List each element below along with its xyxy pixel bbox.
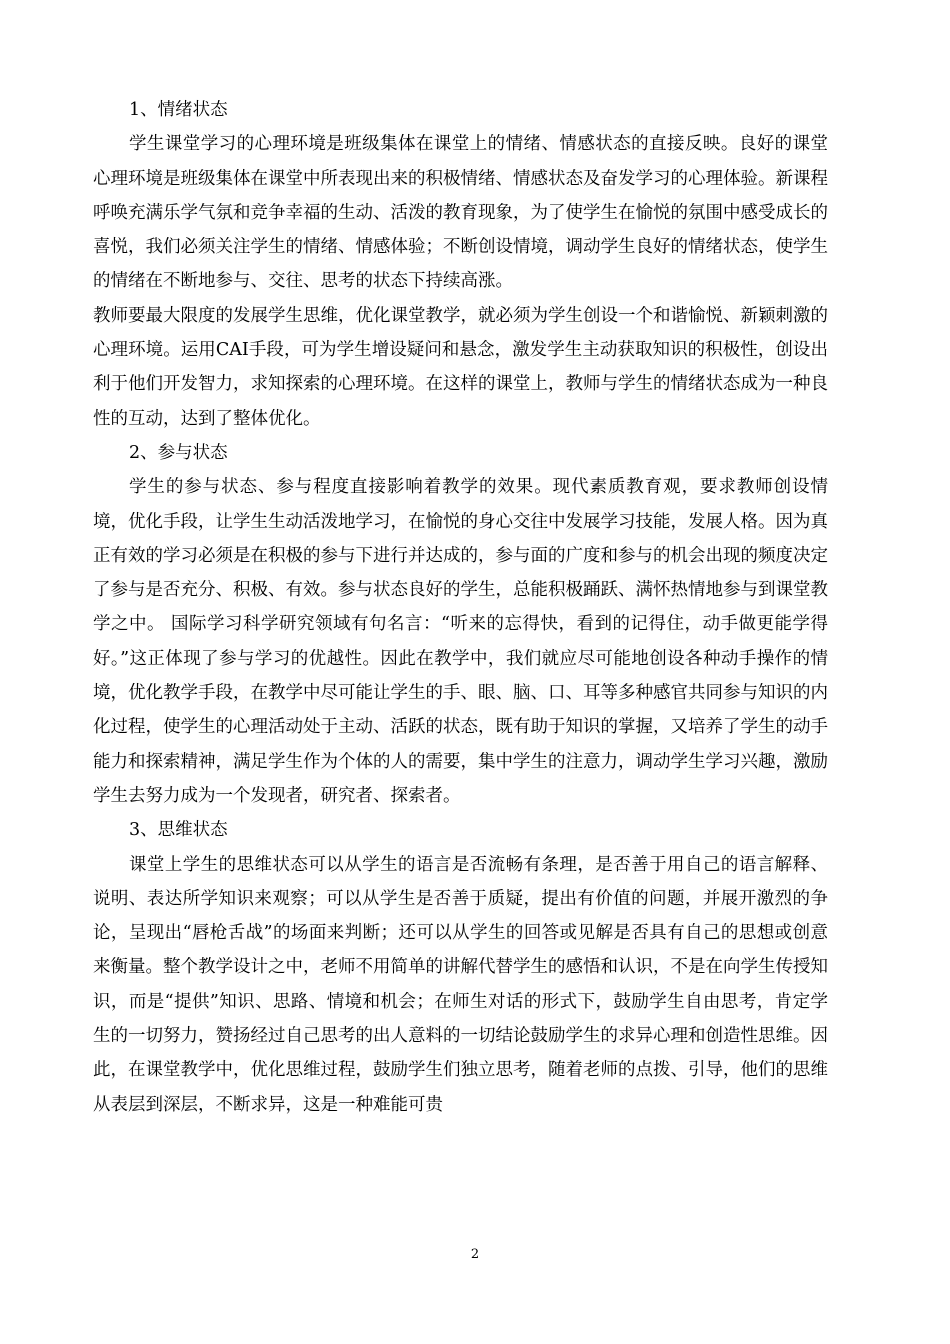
section-heading-emotion: 1、情绪状态 <box>129 100 228 120</box>
paragraph-participation-1: 学生的参与状态、参与程度直接影响着教学的效果。现代素质教育观，要求教师创设情境，优化手段，让学生生动活泼地学习，在愉悦的身心交往中发展学习技能，发展人格。因为真正有效的学习必须是在积极的参与下进行并达成的，参与面的广度和参与的机会出现的频度决定了参与是否充分、积极、有效。参与状态良好的学生，总能积极踊跃、满怀热情地参与到课堂教学之中。 国际学习科学研究领域有句名言：“听来的忘得快，看到的记得住，动手做更能学得好。”这正体现了参与学习的优越性。因此在教学中，我们就应尽可能地创设各种动手操作的情境，优化教学手段，在教学中尽可能让学生的手、眼、脑、口、耳等多种感官共同参与知识的内化过程，使学生的心理活动处于主动、活跃的状态，既有助于知识的掌握，又培养了学生的动手能力和探索精神，满足学生作为个体的人的需要，集中学生的注意力，调动学生学习兴趣，激励学生去努力成为一个发现者，研究者、探索者。 <box>93 477 828 806</box>
document-body <box>93 93 828 1122</box>
paragraph-thinking-1: 课堂上学生的思维状态可以从学生的语言是否流畅有条理，是否善于用自己的语言解释、说明、表达所学知识来观察；可以从学生是否善于质疑，提出有价值的问题，并展开激烈的争论，呈现出“唇枪舌战”的场面来判断；还可以从学生的回答或见解是否具有自己的思想或创意来衡量。整个教学设计之中，老师不用简单的讲解代替学生的感悟和认识，不是在向学生传授知识，而是“提供”知识、思路、情境和机会；在师生对话的形式下，鼓励学生自由思考，肯定学生的一切努力，赞扬经过自己思考的出人意料的一切结论鼓励学生的求异心理和创造性思维。因此，在课堂教学中，优化思维过程，鼓励学生们独立思考，随着老师的点拨、引导，他们的思维从表层到深层，不断求异，这是一种难能可贵 <box>93 854 828 1115</box>
paragraph-emotion-2: 教师要最大限度的发展学生思维，优化课堂教学，就必须为学生创设一个和谐愉悦、新颖刺激的心理环境。运用CAI手段，可为学生增设疑问和悬念，激发学生主动获取知识的积极性，创设出利于他们开发智力，求知探索的心理环境。在这样的课堂上，教师与学生的情绪状态成为一种良性的互动，达到了整体优化。 <box>93 305 828 429</box>
section-heading-participation: 2、参与状态 <box>129 442 228 463</box>
section-heading-thinking: 3、思维状态 <box>129 820 228 841</box>
paragraph-emotion-1: 学生课堂学习的心理环境是班级集体在课堂上的情绪、情感状态的直接反映。良好的课堂心理环境是班级集体在课堂中所表现出来的积极情绪、情感状态及奋发学习的心理体验。新课程呼唤充满乐学气氛和竞争幸福的生动、活泼的教育现象，为了使学生在愉悦的氛围中感受成长的喜悦，我们必须关注学生的情绪、情感体验；不断创设情境，调动学生良好的情绪状态，使学生的情绪在不断地参与、交往、思考的状态下持续高涨。 <box>93 134 828 292</box>
page-number: 2 <box>470 1247 480 1262</box>
